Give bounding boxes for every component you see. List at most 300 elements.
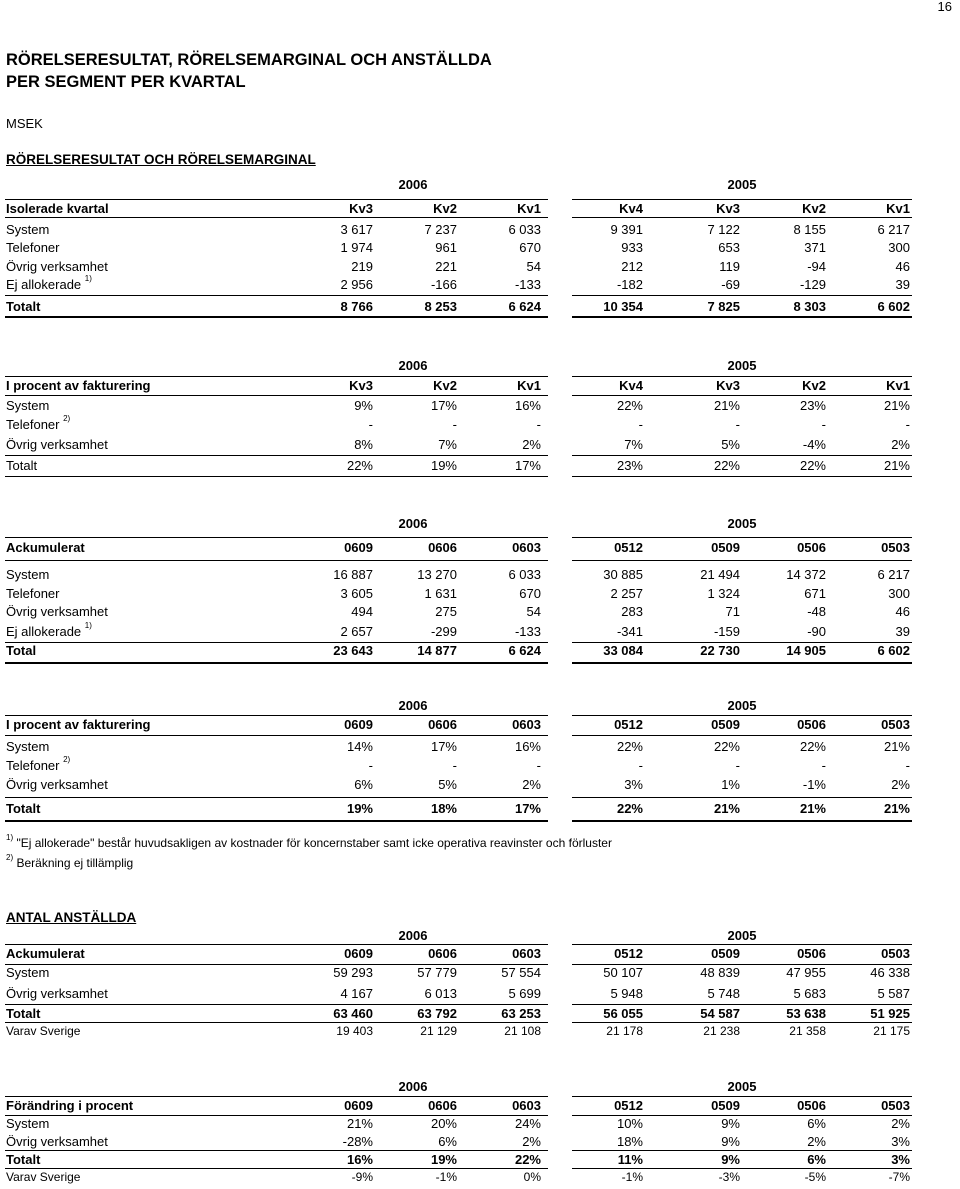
table-cell: 21 108 bbox=[504, 1024, 541, 1038]
table-rule bbox=[5, 1115, 548, 1116]
table-rule bbox=[572, 395, 912, 396]
table-cell: 22% bbox=[346, 458, 373, 473]
footnote-text: Beräkning ej tillämplig bbox=[16, 856, 134, 870]
table-cell: 0609 bbox=[344, 1098, 373, 1113]
table-cell: Kv4 bbox=[619, 201, 643, 216]
table-row bbox=[0, 1116, 960, 1135]
table-cell: 5 683 bbox=[793, 986, 826, 1001]
table-cell: 57 554 bbox=[501, 965, 541, 980]
table-cell: 17% bbox=[514, 458, 541, 473]
table-cell: - bbox=[735, 758, 740, 773]
table-cell: 2% bbox=[891, 1116, 910, 1131]
table-cell: 2 956 bbox=[340, 277, 373, 292]
table-rule bbox=[5, 1168, 548, 1169]
table-cell: 670 bbox=[519, 240, 541, 255]
table-cell: 6 217 bbox=[877, 567, 910, 582]
table-cell: 1 974 bbox=[340, 240, 373, 255]
table-cell: 21 238 bbox=[703, 1024, 740, 1038]
table-cell: 21 358 bbox=[789, 1024, 826, 1038]
table-cell: 16% bbox=[346, 1152, 373, 1167]
table-cell: 21% bbox=[883, 739, 910, 754]
table-cell: 8 253 bbox=[424, 299, 457, 314]
table-cell: 18% bbox=[616, 1134, 643, 1149]
table-cell: - bbox=[638, 417, 643, 432]
table-cell: -7% bbox=[888, 1170, 910, 1184]
row-label bbox=[6, 259, 108, 274]
table-cell: 9% bbox=[354, 398, 373, 413]
row-label bbox=[6, 739, 49, 754]
table-rule bbox=[5, 476, 548, 477]
table-cell: -341 bbox=[616, 624, 643, 639]
table-rule bbox=[5, 662, 548, 664]
row-label-text: System bbox=[6, 1116, 50, 1131]
table-row bbox=[0, 1170, 960, 1189]
table-cell: 22% bbox=[616, 739, 643, 754]
row-label-text: Totalt bbox=[6, 299, 41, 314]
row-label bbox=[6, 965, 49, 980]
table-cell: 0512 bbox=[614, 540, 643, 555]
table-cell: 17% bbox=[514, 801, 541, 816]
table-cell: 221 bbox=[435, 259, 457, 274]
table-cell: -69 bbox=[721, 277, 740, 292]
table-rule bbox=[572, 820, 912, 822]
row-label bbox=[6, 586, 59, 601]
row-label bbox=[6, 240, 59, 255]
table-rule bbox=[5, 316, 548, 318]
table-cell: 283 bbox=[621, 604, 643, 619]
table-row bbox=[0, 986, 960, 1005]
table-cell: - bbox=[821, 417, 826, 432]
table-cell: 2% bbox=[807, 1134, 826, 1149]
table-rule bbox=[5, 560, 548, 561]
table-cell: 670 bbox=[519, 586, 541, 601]
row-label bbox=[6, 643, 36, 658]
table-cell: 300 bbox=[888, 586, 910, 601]
table-cell: Kv2 bbox=[802, 378, 826, 393]
table-cell: 23% bbox=[616, 458, 643, 473]
table-cell: 47 955 bbox=[786, 965, 826, 980]
table-rule bbox=[5, 376, 548, 377]
table-cell: 7 237 bbox=[424, 222, 457, 237]
table-cell: Kv2 bbox=[433, 201, 457, 216]
table-header-label: Isolerade kvartal bbox=[6, 201, 109, 216]
table-rule bbox=[5, 964, 548, 965]
table-cell: 671 bbox=[804, 586, 826, 601]
table-cell: 0609 bbox=[344, 717, 373, 732]
table-cell: 51 925 bbox=[870, 1006, 910, 1021]
table-rule bbox=[5, 455, 548, 456]
table-cell: - bbox=[905, 758, 910, 773]
table-cell: 14 372 bbox=[786, 567, 826, 582]
table-cell: 494 bbox=[351, 604, 373, 619]
table-cell: 6 033 bbox=[508, 222, 541, 237]
footnote-ref: 2) bbox=[63, 755, 71, 764]
row-label bbox=[6, 437, 108, 452]
footnote-ref: 1) bbox=[84, 274, 92, 283]
table-cell: 16% bbox=[514, 739, 541, 754]
table-cell: 0509 bbox=[711, 540, 740, 555]
table-row bbox=[0, 240, 960, 259]
table-cell: - bbox=[536, 758, 541, 773]
table-cell: 5% bbox=[721, 437, 740, 452]
table-header-label: I procent av fakturering bbox=[6, 378, 151, 393]
footnote-text: "Ej allokerade" består huvudsakligen av kostnader för koncernstaber samt icke operativa reavinster och förluster bbox=[16, 836, 612, 850]
table-rule bbox=[5, 1022, 548, 1023]
table-cell: 54 bbox=[526, 259, 541, 274]
table-row bbox=[0, 586, 960, 605]
table-rule bbox=[5, 295, 548, 296]
table-cell: 46 bbox=[895, 604, 910, 619]
year-label: 2005 bbox=[727, 1079, 757, 1094]
table-cell: -94 bbox=[807, 259, 826, 274]
table-row bbox=[0, 621, 960, 643]
table-cell: 22% bbox=[616, 801, 643, 816]
table-cell: - bbox=[821, 758, 826, 773]
table-cell: 0509 bbox=[711, 946, 740, 961]
table-cell: 21% bbox=[713, 801, 740, 816]
table-cell: 9% bbox=[721, 1134, 740, 1149]
table-row bbox=[0, 1024, 960, 1043]
table-cell: Kv3 bbox=[716, 378, 740, 393]
table-cell: 0603 bbox=[512, 946, 541, 961]
table-cell: 22% bbox=[616, 398, 643, 413]
table-row bbox=[0, 801, 960, 820]
table-cell: 21 175 bbox=[873, 1024, 910, 1038]
page-subtitle: PER SEGMENT PER KVARTAL bbox=[6, 73, 246, 91]
row-label bbox=[6, 274, 92, 292]
table-rule bbox=[5, 1150, 548, 1151]
row-label bbox=[6, 299, 40, 314]
row-label-text: Övrig verksamhet bbox=[6, 259, 108, 274]
table-rule bbox=[572, 1022, 912, 1023]
table-header-row bbox=[0, 717, 960, 736]
table-cell: 46 338 bbox=[870, 965, 910, 980]
table-cell: 8 766 bbox=[340, 299, 373, 314]
table-row bbox=[0, 643, 960, 662]
table-rule bbox=[572, 376, 912, 377]
table-cell: 5 699 bbox=[508, 986, 541, 1001]
row-label-text: Övrig verksamhet bbox=[6, 777, 108, 792]
year-label: 2005 bbox=[727, 698, 757, 713]
table-cell: 63 792 bbox=[417, 1006, 457, 1021]
table-cell: 16% bbox=[514, 398, 541, 413]
table-cell: -28% bbox=[342, 1134, 373, 1149]
table-cell: -90 bbox=[807, 624, 826, 639]
table-rule bbox=[5, 395, 548, 396]
table-year-row bbox=[0, 358, 960, 377]
year-label: 2006 bbox=[398, 928, 428, 943]
table-header-label: Förändring i procent bbox=[6, 1098, 134, 1113]
section-heading-results: RÖRELSERESULTAT OCH RÖRELSEMARGINAL bbox=[6, 152, 316, 167]
table-cell: 53 638 bbox=[786, 1006, 826, 1021]
row-label bbox=[6, 755, 71, 773]
footnote-2 bbox=[6, 853, 134, 870]
table-cell: 22% bbox=[799, 458, 826, 473]
table-cell: 0503 bbox=[881, 946, 910, 961]
table-cell: 119 bbox=[719, 259, 740, 274]
row-label-text: Totalt bbox=[6, 1152, 41, 1167]
table-rule bbox=[5, 1004, 548, 1005]
table-cell: 219 bbox=[351, 259, 373, 274]
table-rule bbox=[572, 797, 912, 798]
row-label-text: Övrig verksamhet bbox=[6, 1134, 108, 1149]
table-cell: 9% bbox=[721, 1116, 740, 1131]
table-cell: 22 730 bbox=[700, 643, 740, 658]
table-cell: 0503 bbox=[881, 1098, 910, 1113]
table-cell: 0506 bbox=[797, 1098, 826, 1113]
table-cell: 0506 bbox=[797, 946, 826, 961]
table-cell: 19% bbox=[430, 1152, 457, 1167]
table-cell: -299 bbox=[430, 624, 457, 639]
table-cell: 6 624 bbox=[508, 299, 541, 314]
table-row bbox=[0, 437, 960, 456]
row-label bbox=[6, 986, 108, 1001]
table-row bbox=[0, 777, 960, 796]
table-cell: 6% bbox=[354, 777, 373, 792]
table-cell: 0603 bbox=[512, 540, 541, 555]
table-rule bbox=[572, 964, 912, 965]
row-label bbox=[6, 1006, 40, 1021]
table-cell: 56 055 bbox=[603, 1006, 643, 1021]
table-cell: - bbox=[368, 417, 373, 432]
table-cell: -182 bbox=[616, 277, 643, 292]
table-cell: 39 bbox=[895, 277, 910, 292]
table-cell: 3% bbox=[624, 777, 643, 792]
table-cell: -1% bbox=[621, 1170, 643, 1184]
table-cell: 14 905 bbox=[786, 643, 826, 658]
table-cell: 3% bbox=[891, 1134, 910, 1149]
table-cell: 8 303 bbox=[793, 299, 826, 314]
table-cell: 1 631 bbox=[424, 586, 457, 601]
table-cell: 0503 bbox=[881, 540, 910, 555]
table-cell: 22% bbox=[799, 739, 826, 754]
table-cell: 13 270 bbox=[417, 567, 457, 582]
table-cell: 21% bbox=[799, 801, 826, 816]
table-cell: Kv1 bbox=[886, 201, 910, 216]
table-year-row bbox=[0, 516, 960, 535]
table-rule bbox=[572, 1150, 912, 1151]
row-label bbox=[6, 801, 40, 816]
table-cell: - bbox=[735, 417, 740, 432]
table-cell: 30 885 bbox=[603, 567, 643, 582]
table-header-label: I procent av fakturering bbox=[6, 717, 151, 732]
table-cell: 0603 bbox=[512, 717, 541, 732]
year-label: 2006 bbox=[398, 698, 428, 713]
row-label-text: Totalt bbox=[6, 458, 38, 473]
table-cell: 63 460 bbox=[333, 1006, 373, 1021]
table-rule bbox=[5, 944, 548, 945]
table-cell: 0503 bbox=[881, 717, 910, 732]
table-header-label: Ackumulerat bbox=[6, 946, 85, 961]
section-heading-employees: ANTAL ANSTÄLLDA bbox=[6, 910, 137, 925]
table-cell: 0606 bbox=[428, 946, 457, 961]
table-rule bbox=[572, 735, 912, 736]
table-cell: -133 bbox=[514, 277, 541, 292]
row-label-text: Övrig verksamhet bbox=[6, 437, 108, 452]
table-row bbox=[0, 604, 960, 623]
table-cell: 22% bbox=[514, 1152, 541, 1167]
table-rule bbox=[572, 944, 912, 945]
row-label bbox=[6, 777, 108, 792]
table-cell: 20% bbox=[430, 1116, 457, 1131]
table-header-row bbox=[0, 540, 960, 559]
table-cell: 16 887 bbox=[333, 567, 373, 582]
row-label-text: Övrig verksamhet bbox=[6, 986, 108, 1001]
table-cell: 2 657 bbox=[340, 624, 373, 639]
table-cell: -48 bbox=[807, 604, 826, 619]
table-cell: 2% bbox=[891, 437, 910, 452]
table-cell: 24% bbox=[514, 1116, 541, 1131]
table-cell: 46 bbox=[895, 259, 910, 274]
table-cell: 2% bbox=[522, 1134, 541, 1149]
table-cell: 3 617 bbox=[340, 222, 373, 237]
row-label bbox=[6, 222, 49, 237]
row-label-text: System bbox=[6, 398, 50, 413]
table-cell: 0606 bbox=[428, 1098, 457, 1113]
table-cell: 22% bbox=[713, 739, 740, 754]
table-row bbox=[0, 739, 960, 758]
table-cell: 10% bbox=[616, 1116, 643, 1131]
table-cell: 21 129 bbox=[420, 1024, 457, 1038]
table-cell: 0603 bbox=[512, 1098, 541, 1113]
row-label-text: Total bbox=[6, 643, 37, 658]
row-label-text: System bbox=[6, 739, 50, 754]
table-cell: Kv3 bbox=[349, 201, 373, 216]
table-cell: 5 587 bbox=[877, 986, 910, 1001]
table-cell: -3% bbox=[718, 1170, 740, 1184]
table-rule bbox=[572, 295, 912, 296]
table-cell: 8% bbox=[354, 437, 373, 452]
table-cell: 0512 bbox=[614, 1098, 643, 1113]
table-cell: 59 293 bbox=[333, 965, 373, 980]
table-rule bbox=[572, 560, 912, 561]
row-label bbox=[6, 604, 108, 619]
table-cell: 50 107 bbox=[603, 965, 643, 980]
row-label-text: System bbox=[6, 567, 50, 582]
row-label-text: Varav Sverige bbox=[6, 1024, 81, 1038]
footnote-ref: 1) bbox=[84, 621, 92, 630]
table-cell: 212 bbox=[621, 259, 643, 274]
table-cell: Kv1 bbox=[517, 201, 541, 216]
table-cell: 961 bbox=[435, 240, 457, 255]
table-cell: 0506 bbox=[797, 540, 826, 555]
table-cell: 5 948 bbox=[610, 986, 643, 1001]
table-cell: 2% bbox=[891, 777, 910, 792]
table-cell: 71 bbox=[725, 604, 740, 619]
table-cell: 7% bbox=[438, 437, 457, 452]
table-cell: 39 bbox=[895, 624, 910, 639]
year-label: 2006 bbox=[398, 1079, 428, 1094]
table-cell: 33 084 bbox=[603, 643, 643, 658]
table-cell: -133 bbox=[514, 624, 541, 639]
table-cell: 933 bbox=[621, 240, 643, 255]
table-cell: 19 403 bbox=[336, 1024, 373, 1038]
table-rule bbox=[572, 217, 912, 218]
table-cell: 6 217 bbox=[877, 222, 910, 237]
row-label-text: Övrig verksamhet bbox=[6, 604, 108, 619]
row-label-text: Totalt bbox=[6, 801, 41, 816]
table-rule bbox=[572, 715, 912, 716]
table-cell: Kv2 bbox=[433, 378, 457, 393]
table-cell: 6 013 bbox=[424, 986, 457, 1001]
table-cell: 0606 bbox=[428, 540, 457, 555]
table-rule bbox=[572, 455, 912, 456]
table-cell: -9% bbox=[351, 1170, 373, 1184]
table-cell: 6% bbox=[438, 1134, 457, 1149]
table-cell: 0509 bbox=[711, 717, 740, 732]
table-cell: 3 605 bbox=[340, 586, 373, 601]
table-cell: 21 494 bbox=[700, 567, 740, 582]
table-header-row bbox=[0, 946, 960, 965]
table-cell: 5% bbox=[438, 777, 457, 792]
table-header-label: Ackumulerat bbox=[6, 540, 85, 555]
table-rule bbox=[5, 735, 548, 736]
table-rule bbox=[5, 642, 548, 643]
table-cell: 14% bbox=[346, 739, 373, 754]
row-label-text: Ej allokerade bbox=[6, 277, 82, 292]
table-cell: 57 779 bbox=[417, 965, 457, 980]
table-rule bbox=[572, 642, 912, 643]
row-label-text: Telefoner bbox=[6, 240, 60, 255]
page-title: RÖRELSERESULTAT, RÖRELSEMARGINAL OCH ANSTÄLLDA bbox=[6, 51, 492, 69]
table-cell: 23 643 bbox=[333, 643, 373, 658]
page-number: 16 bbox=[937, 0, 952, 14]
table-row bbox=[0, 222, 960, 241]
table-row bbox=[0, 398, 960, 417]
table-cell: - bbox=[452, 758, 457, 773]
table-cell: 22% bbox=[713, 458, 740, 473]
row-label-text: Totalt bbox=[6, 1006, 41, 1021]
table-cell: 0% bbox=[523, 1170, 541, 1184]
table-rule bbox=[5, 1096, 548, 1097]
year-label: 2005 bbox=[727, 516, 757, 531]
table-cell: 17% bbox=[430, 739, 457, 754]
table-cell: 6 033 bbox=[508, 567, 541, 582]
row-label bbox=[6, 458, 37, 473]
row-label-text: Telefoner bbox=[6, 586, 60, 601]
table-rule bbox=[572, 316, 912, 318]
table-cell: 54 587 bbox=[700, 1006, 740, 1021]
table-cell: 19% bbox=[346, 801, 373, 816]
table-cell: Kv2 bbox=[802, 201, 826, 216]
table-rule bbox=[5, 199, 548, 200]
table-cell: 7% bbox=[624, 437, 643, 452]
table-cell: 21% bbox=[883, 801, 910, 816]
table-cell: - bbox=[452, 417, 457, 432]
table-cell: 21% bbox=[346, 1116, 373, 1131]
table-cell: 3% bbox=[891, 1152, 910, 1167]
row-label-text: Ej allokerade bbox=[6, 624, 82, 639]
table-cell: 11% bbox=[617, 1152, 643, 1167]
table-cell: Kv3 bbox=[349, 378, 373, 393]
table-cell: 23% bbox=[799, 398, 826, 413]
table-cell: 0512 bbox=[614, 946, 643, 961]
table-cell: 6% bbox=[807, 1152, 826, 1167]
row-label-text: System bbox=[6, 965, 50, 980]
table-cell: Kv4 bbox=[619, 378, 643, 393]
table-row bbox=[0, 259, 960, 278]
row-label bbox=[6, 1152, 40, 1167]
table-row bbox=[0, 567, 960, 586]
row-label-text: Telefoner bbox=[6, 417, 60, 432]
table-cell: 0609 bbox=[344, 540, 373, 555]
table-cell: 18% bbox=[430, 801, 457, 816]
table-rule bbox=[5, 820, 548, 822]
table-cell: -1% bbox=[435, 1170, 457, 1184]
year-label: 2006 bbox=[398, 358, 428, 373]
table-cell: -129 bbox=[799, 277, 826, 292]
table-cell: 0512 bbox=[614, 717, 643, 732]
